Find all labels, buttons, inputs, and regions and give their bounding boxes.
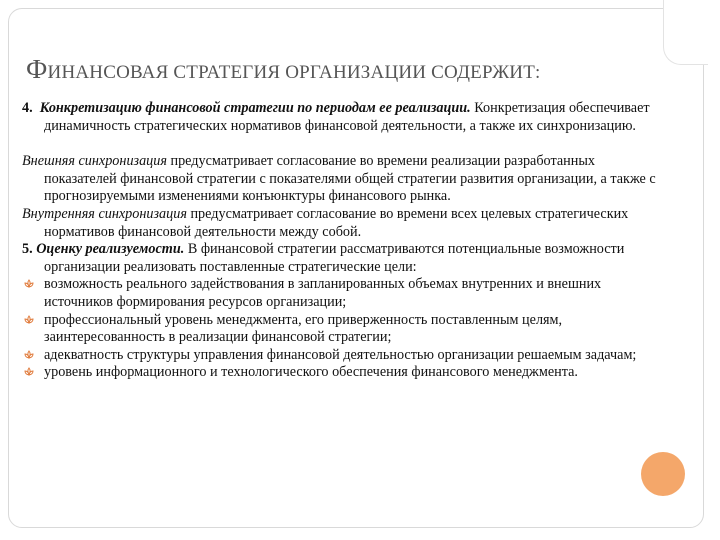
external-sync-paragraph [22, 153, 660, 206]
bullet-item [22, 347, 660, 365]
bullet-text: профессиональный уровень менеджмента, его приверженность поставленным целям, заинтересованность в реализации финансовой стратегии; [44, 311, 563, 346]
title-rest: ИНАНСОВАЯ СТРАТЕГИЯ ОРГАНИЗАЦИИ СОДЕРЖИТ: [47, 62, 541, 83]
accent-circle-decoration [641, 452, 685, 496]
bullet-item [22, 364, 660, 382]
lotus-bullet-icon [24, 350, 34, 360]
internal-sync-paragraph [22, 206, 660, 241]
slide-title [26, 54, 541, 85]
internal-sync-term: Внутренняя синхронизация [22, 205, 187, 222]
item-4-number: 4. [22, 100, 33, 116]
bullet-item [22, 276, 660, 311]
item-4 [22, 100, 660, 135]
bullet-text: адекватность структуры управления финансовой деятельностью организации решаемым задачам; [44, 346, 637, 363]
item-4-heading: Конкретизацию финансовой стратегии по периодам ее реализации. [39, 100, 471, 116]
lotus-bullet-icon [24, 315, 34, 325]
item-5-heading: Оценку реализуемости. [36, 241, 185, 258]
item-5-number: 5. [22, 241, 33, 258]
slide-content [22, 100, 660, 382]
lotus-bullet-icon [24, 367, 34, 377]
lotus-bullet-icon [24, 279, 34, 289]
item-5 [22, 241, 660, 276]
bullet-text: уровень информационного и технологического обеспечения финансового менеджмента. [44, 364, 578, 381]
external-sync-term: Внешняя синхронизация [22, 153, 167, 170]
item-5-text: В финансовой стратегии рассматриваются потенциальные возможности организации реализовать поставленные стратегические цели: [44, 241, 625, 275]
internal-sync-text: предусматривает согласование во времени всех целевых стратегических нормативов финансовой деятельности между собой. [44, 205, 629, 240]
bullet-text: возможность реального задействования в запланированных объемах внутренних и внешних источников формирования ресурсов организации; [44, 276, 602, 310]
external-sync-text: предусматривает согласование во времени реализации разработанных показателей финансовой стратегии с показателями общей стратегии развития организации, а также с прогнозируемыми изменениями конъюнктуры финансового рынка. [44, 153, 656, 205]
bullet-item [22, 312, 660, 347]
title-first-letter: Ф [26, 54, 48, 84]
page-curl-decoration [663, 0, 708, 65]
item-4-text: Конкретизация обеспечивает динамичность стратегических нормативов финансовой деятельности, а также их синхронизацию. [44, 100, 650, 134]
